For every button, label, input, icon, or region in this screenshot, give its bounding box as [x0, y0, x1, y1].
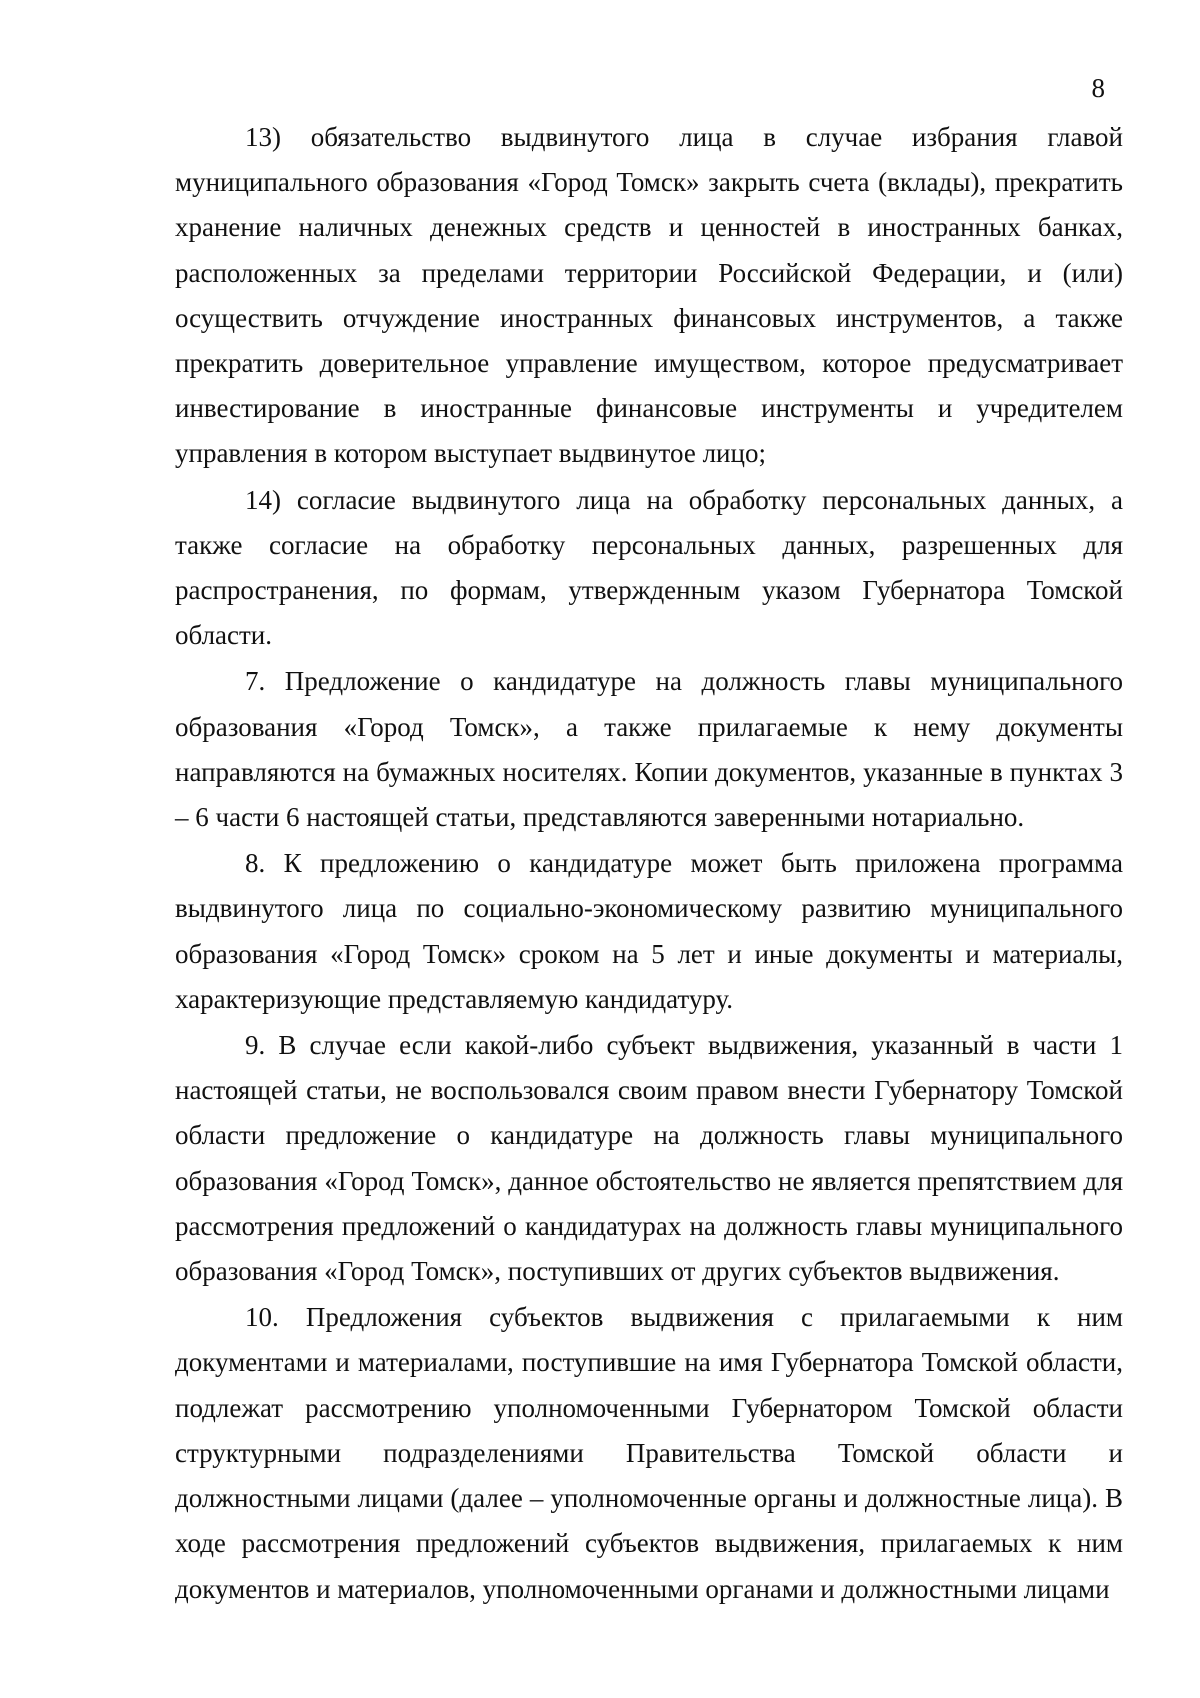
page-number: 8 [1091, 73, 1105, 103]
document-body [175, 115, 1123, 1612]
paragraph-part-8: 8. К предложению о кандидатуре может быть приложена программа выдвинутого лица по социально-экономическому развитию муниципального образования «Город Томск» сроком на 5 лет и иные документы и материалы, характеризующие представляемую кандидатуру. [175, 848, 1123, 1014]
paragraph-part-9: 9. В случае если какой-либо субъект выдвижения, указанный в части 1 настоящей статьи, не воспользовался своим правом внести Губернатору Томской области предложение о кандидатуре на должность главы муниципального образования «Город Томск», данное обстоятельство не является препятствием для рассмотрения предложений о кандидатурах на должность главы муниципального образования «Город Томск», поступивших от других субъектов выдвижения. [175, 1030, 1123, 1287]
paragraph-part-10: 10. Предложения субъектов выдвижения с прилагаемыми к ним документами и материалами, поступившие на имя Губернатора Томской области, подлежат рассмотрению уполномоченными Губернатором Томской области структурными подразделениями Правительства Томской области и должностными лицами (далее – уполномоченные органы и должностные лица). В ходе рассмотрения предложений субъектов выдвижения, прилагаемых к ним документов и материалов, уполномоченными органами и должностными лицами [175, 1302, 1123, 1604]
paragraph-item-14: 14) согласие выдвинутого лица на обработку персональных данных, а также согласие на обработку персональных данных, разрешенных для распространения, по формам, утвержденным указом Губернатора Томской области. [175, 484, 1123, 651]
paragraph-item-13: 13) обязательство выдвинутого лица в случае избрания главой муниципального образования «Город Томск» закрыть счета (вклады), прекратить хранение наличных денежных средств и ценностей в иностранных банках, расположенных за пределами территории Российской Федерации, и (или) осуществить отчуждение иностранных финансовых инструментов, а также прекратить доверительное управление имуществом, которое предусматривает инвестирование в иностранные финансовые инструменты и учредителем управления в котором выступает выдвинутое лицо; [175, 122, 1123, 469]
paragraph-part-7: 7. Предложение о кандидатуре на должность главы муниципального образования «Город Томск», а также прилагаемые к нему документы направляются на бумажных носителях. Копии документов, указанные в пунктах 3 – 6 части 6 настоящей статьи, представляются заверенными нотариально. [175, 666, 1123, 833]
